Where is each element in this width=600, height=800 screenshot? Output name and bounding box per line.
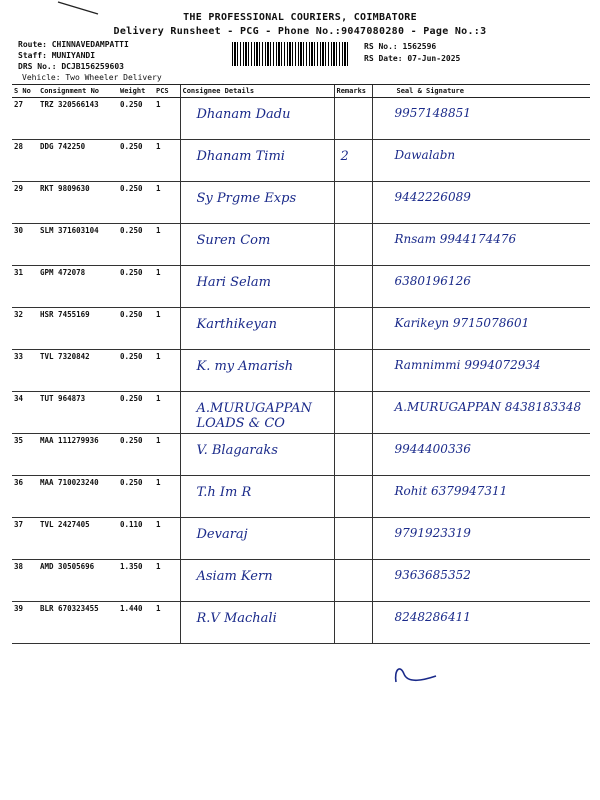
table-row <box>12 350 590 392</box>
consignment-cell: MAA 710023240 <box>38 476 118 518</box>
consignee-cell <box>180 392 334 434</box>
sno-cell: 31 <box>12 266 38 308</box>
table-row <box>12 560 590 602</box>
col-consignment: Consignment No <box>38 85 118 98</box>
staff-label: Staff: MUNIYANDI <box>18 51 96 60</box>
handwritten-consignee: Karthikeyan <box>196 317 277 332</box>
weight-cell: 0.250 <box>118 224 154 266</box>
pcs-cell: 1 <box>154 224 180 266</box>
handwritten-signature: Ramnimmi 9994072934 <box>394 358 541 372</box>
rs-number: RS No.: 1562596 <box>364 42 437 51</box>
remarks-cell <box>334 434 372 476</box>
seal-signature-cell <box>372 560 590 602</box>
table-row <box>12 518 590 560</box>
remarks-cell <box>334 476 372 518</box>
consignment-cell: AMD 30505696 <box>38 560 118 602</box>
vehicle-label: Vehicle: Two Wheeler Delivery <box>22 73 162 82</box>
consignee-cell <box>180 434 334 476</box>
handwritten-consignee: A.MURUGAPPAN LOADS & CO <box>196 401 312 431</box>
sno-cell: 36 <box>12 476 38 518</box>
consignment-cell: DDG 742250 <box>38 140 118 182</box>
seal-signature-cell <box>372 140 590 182</box>
sno-cell: 39 <box>12 602 38 644</box>
col-consignee: Consignee Details <box>180 85 334 98</box>
seal-signature-cell <box>372 308 590 350</box>
seal-signature-cell <box>372 350 590 392</box>
sno-cell: 38 <box>12 560 38 602</box>
table-row <box>12 224 590 266</box>
table-row <box>12 434 590 476</box>
sno-cell: 29 <box>12 182 38 224</box>
remarks-cell <box>334 308 372 350</box>
handwritten-signature: 9957148851 <box>394 106 471 120</box>
weight-cell: 0.250 <box>118 266 154 308</box>
sno-cell: 30 <box>12 224 38 266</box>
sno-cell: 37 <box>12 518 38 560</box>
consignment-cell: MAA 111279936 <box>38 434 118 476</box>
pcs-cell: 1 <box>154 266 180 308</box>
consignee-cell <box>180 266 334 308</box>
table-row <box>12 602 590 644</box>
pcs-cell: 1 <box>154 602 180 644</box>
handwritten-consignee: R.V Machali <box>196 611 277 626</box>
weight-cell: 0.250 <box>118 182 154 224</box>
seal-signature-cell <box>372 266 590 308</box>
seal-signature-cell <box>372 182 590 224</box>
sno-cell: 32 <box>12 308 38 350</box>
seal-signature-cell <box>372 98 590 140</box>
remarks-cell <box>334 392 372 434</box>
handwritten-consignee: Dhanam Dadu <box>196 107 291 122</box>
col-remarks: Remarks <box>334 85 372 98</box>
table-row <box>12 98 590 140</box>
sno-cell: 28 <box>12 140 38 182</box>
company-title: THE PROFESSIONAL COURIERS, COIMBATORE <box>183 12 417 23</box>
consignment-cell: HSR 7455169 <box>38 308 118 350</box>
table-row <box>12 182 590 224</box>
seal-signature-cell <box>372 434 590 476</box>
pcs-cell: 1 <box>154 140 180 182</box>
consignee-cell <box>180 98 334 140</box>
table-row <box>12 308 590 350</box>
col-seal: Seal & Signature <box>372 85 590 98</box>
handwritten-signature: Dawalabn <box>394 148 456 162</box>
table-row <box>12 266 590 308</box>
seal-signature-cell <box>372 392 590 434</box>
pcs-cell: 1 <box>154 392 180 434</box>
handwritten-signature: 8248286411 <box>394 610 471 624</box>
handwritten-signature: 6380196126 <box>394 274 471 288</box>
handwritten-signature: 9944400336 <box>394 442 471 456</box>
weight-cell: 1.350 <box>118 560 154 602</box>
consignment-cell: TRZ 320566143 <box>38 98 118 140</box>
table-row <box>12 476 590 518</box>
weight-cell: 0.250 <box>118 140 154 182</box>
table-header-row <box>12 85 590 98</box>
consignment-cell: RKT 9809630 <box>38 182 118 224</box>
remarks-cell <box>334 98 372 140</box>
runsheet-subtitle: Delivery Runsheet - PCG - Phone No.:9047080280 - Page No.:3 <box>113 26 487 37</box>
seal-signature-cell <box>372 518 590 560</box>
col-sno: S No <box>12 85 38 98</box>
remarks-cell <box>334 182 372 224</box>
weight-cell: 0.250 <box>118 350 154 392</box>
handwritten-consignee: Sy Prgme Exps <box>196 191 297 206</box>
remarks-cell <box>334 350 372 392</box>
handwritten-consignee: Suren Com <box>196 233 271 248</box>
consignment-cell: TUT 964873 <box>38 392 118 434</box>
sno-cell: 34 <box>12 392 38 434</box>
consignee-cell <box>180 224 334 266</box>
handwritten-signature: A.MURUGAPPAN 8438183348 <box>394 400 582 414</box>
consignee-cell <box>180 350 334 392</box>
weight-cell: 0.110 <box>118 518 154 560</box>
seal-signature-cell <box>372 476 590 518</box>
col-pcs: PCS <box>154 85 180 98</box>
remarks-cell <box>334 560 372 602</box>
consignee-cell <box>180 182 334 224</box>
table-row <box>12 140 590 182</box>
consignee-cell <box>180 476 334 518</box>
consignment-cell: GPM 472078 <box>38 266 118 308</box>
remarks-cell <box>334 602 372 644</box>
consignee-cell <box>180 140 334 182</box>
pcs-cell: 1 <box>154 350 180 392</box>
handwritten-signature: 9442226089 <box>394 190 471 204</box>
pcs-cell: 1 <box>154 182 180 224</box>
consignee-cell <box>180 518 334 560</box>
handwritten-remark: 2 <box>340 149 349 164</box>
handwritten-consignee: V. Blagaraks <box>196 443 278 458</box>
consignee-cell <box>180 308 334 350</box>
weight-cell: 0.250 <box>118 392 154 434</box>
consignment-cell: TVL 7320842 <box>38 350 118 392</box>
weight-cell: 0.250 <box>118 434 154 476</box>
pcs-cell: 1 <box>154 518 180 560</box>
pcs-cell: 1 <box>154 560 180 602</box>
seal-signature-cell <box>372 602 590 644</box>
barcode <box>232 42 348 66</box>
pcs-cell: 1 <box>154 476 180 518</box>
seal-signature-cell <box>372 224 590 266</box>
weight-cell: 0.250 <box>118 98 154 140</box>
sno-cell: 33 <box>12 350 38 392</box>
pen-scribble-mark <box>390 660 450 690</box>
route-label: Route: CHINNAVEDAMPATTI <box>18 40 129 49</box>
remarks-cell <box>334 518 372 560</box>
consignment-cell: SLM 371603104 <box>38 224 118 266</box>
handwritten-signature: 9363685352 <box>394 568 471 582</box>
sno-cell: 35 <box>12 434 38 476</box>
consignment-cell: TVL 2427405 <box>38 518 118 560</box>
consignment-cell: BLR 670323455 <box>38 602 118 644</box>
weight-cell: 0.250 <box>118 308 154 350</box>
pcs-cell: 1 <box>154 308 180 350</box>
handwritten-signature: Rohit 6379947311 <box>394 484 508 498</box>
handwritten-consignee: T.h Im R <box>196 485 252 500</box>
consignee-cell <box>180 560 334 602</box>
col-weight: Weight <box>118 85 154 98</box>
handwritten-signature: Karikeyn 9715078601 <box>394 316 530 330</box>
drs-label: DRS No.: DCJB156259603 <box>18 62 124 71</box>
handwritten-consignee: Hari Selam <box>196 275 271 290</box>
remarks-cell <box>334 140 372 182</box>
remarks-cell <box>334 266 372 308</box>
pcs-cell: 1 <box>154 434 180 476</box>
handwritten-consignee: Asiam Kern <box>196 569 273 584</box>
handwritten-consignee: K. my Amarish <box>196 359 294 374</box>
weight-cell: 1.440 <box>118 602 154 644</box>
pcs-cell: 1 <box>154 98 180 140</box>
handwritten-signature: Rnsam 9944174476 <box>394 232 517 246</box>
rs-date: RS Date: 07-Jun-2025 <box>364 54 461 63</box>
runsheet-table <box>12 84 590 644</box>
consignee-cell <box>180 602 334 644</box>
handwritten-signature: 9791923319 <box>394 526 471 540</box>
handwritten-consignee: Devaraj <box>196 527 248 542</box>
weight-cell: 0.250 <box>118 476 154 518</box>
remarks-cell <box>334 224 372 266</box>
sno-cell: 27 <box>12 98 38 140</box>
table-row <box>12 392 590 434</box>
handwritten-consignee: Dhanam Timi <box>196 149 285 164</box>
